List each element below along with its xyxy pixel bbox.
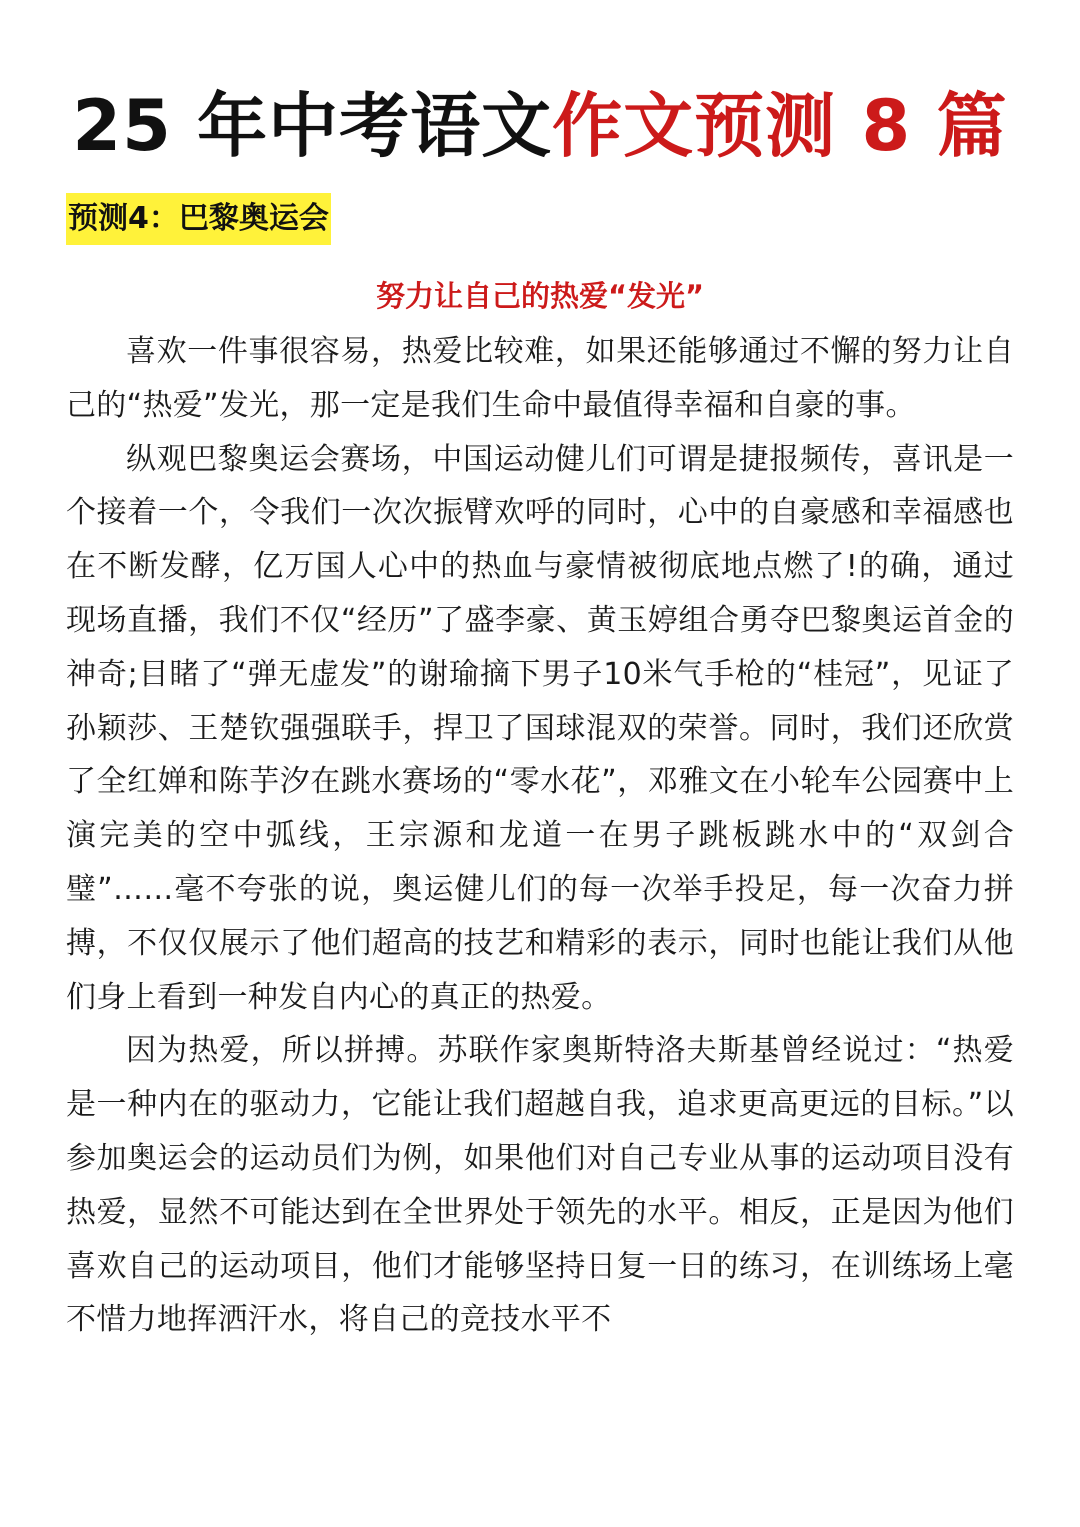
essay-paragraph-3: 因为热爱，所以拼搏。苏联作家奥斯特洛夫斯基曾经说过：“热爱是一种内在的驱动力，它能让我们超越自我，追求更高更远的目标。”以参加奥运会的运动员们为例，如果他们对自己专业从事的运动项目没有热爱，显然不可能达到在全世界处于领先的水平。相反，正是因为他们喜欢自己的运动项目，他们才能够坚持日复一日的练习，在训练场上毫不惜力地挥洒汗水，将自己的竞技水平不 [66, 1033, 1015, 1338]
section-tag-row [66, 193, 1014, 245]
page-title [66, 0, 1014, 168]
essay-body [66, 325, 1014, 1347]
page-title-black-part: 25 年中考语文 [72, 85, 553, 167]
essay-paragraph-1: 喜欢一件事很容易，热爱比较难，如果还能够通过不懈的努力让自己的“热爱”发光，那一定是我们生命中最值得幸福和自豪的事。 [66, 334, 1014, 423]
essay-paragraph-2: 纵观巴黎奥运会赛场，中国运动健儿们可谓是捷报频传，喜讯是一个接着一个，令我们一次次振臂欢呼的同时，心中的自豪感和幸福感也在不断发酵，亿万国人心中的热血与豪情被彻底地点燃了!的确，通过现场直播，我们不仅“经历”了盛李豪、黄玉婷组合勇夺巴黎奥运首金的神奇;目睹了“弹无虚发”的谢瑜摘下男子10米气手枪的“桂冠”，见证了孙颖莎、王楚钦强强联手，捍卫了国球混双的荣誉。同时，我们还欣赏了全红婵和陈芋汐在跳水赛场的“零水花”，邓雅文在小轮车公园赛中上演完美的空中弧线，王宗源和龙道一在男子跳板跳水中的“双剑合璧”……毫不夸张的说，奥运健儿们的每一次举手投足，每一次奋力拼搏，不仅仅展示了他们超高的技艺和精彩的表示，同时也能让我们从他们身上看到一种发自内心的真正的热爱。 [66, 441, 1014, 1015]
section-tag: 预测4：巴黎奥运会 [66, 193, 331, 245]
page-title-red-part: 作文预测 8 篇 [552, 85, 1008, 167]
essay-title: 努力让自己的热爱“发光” [375, 279, 705, 313]
